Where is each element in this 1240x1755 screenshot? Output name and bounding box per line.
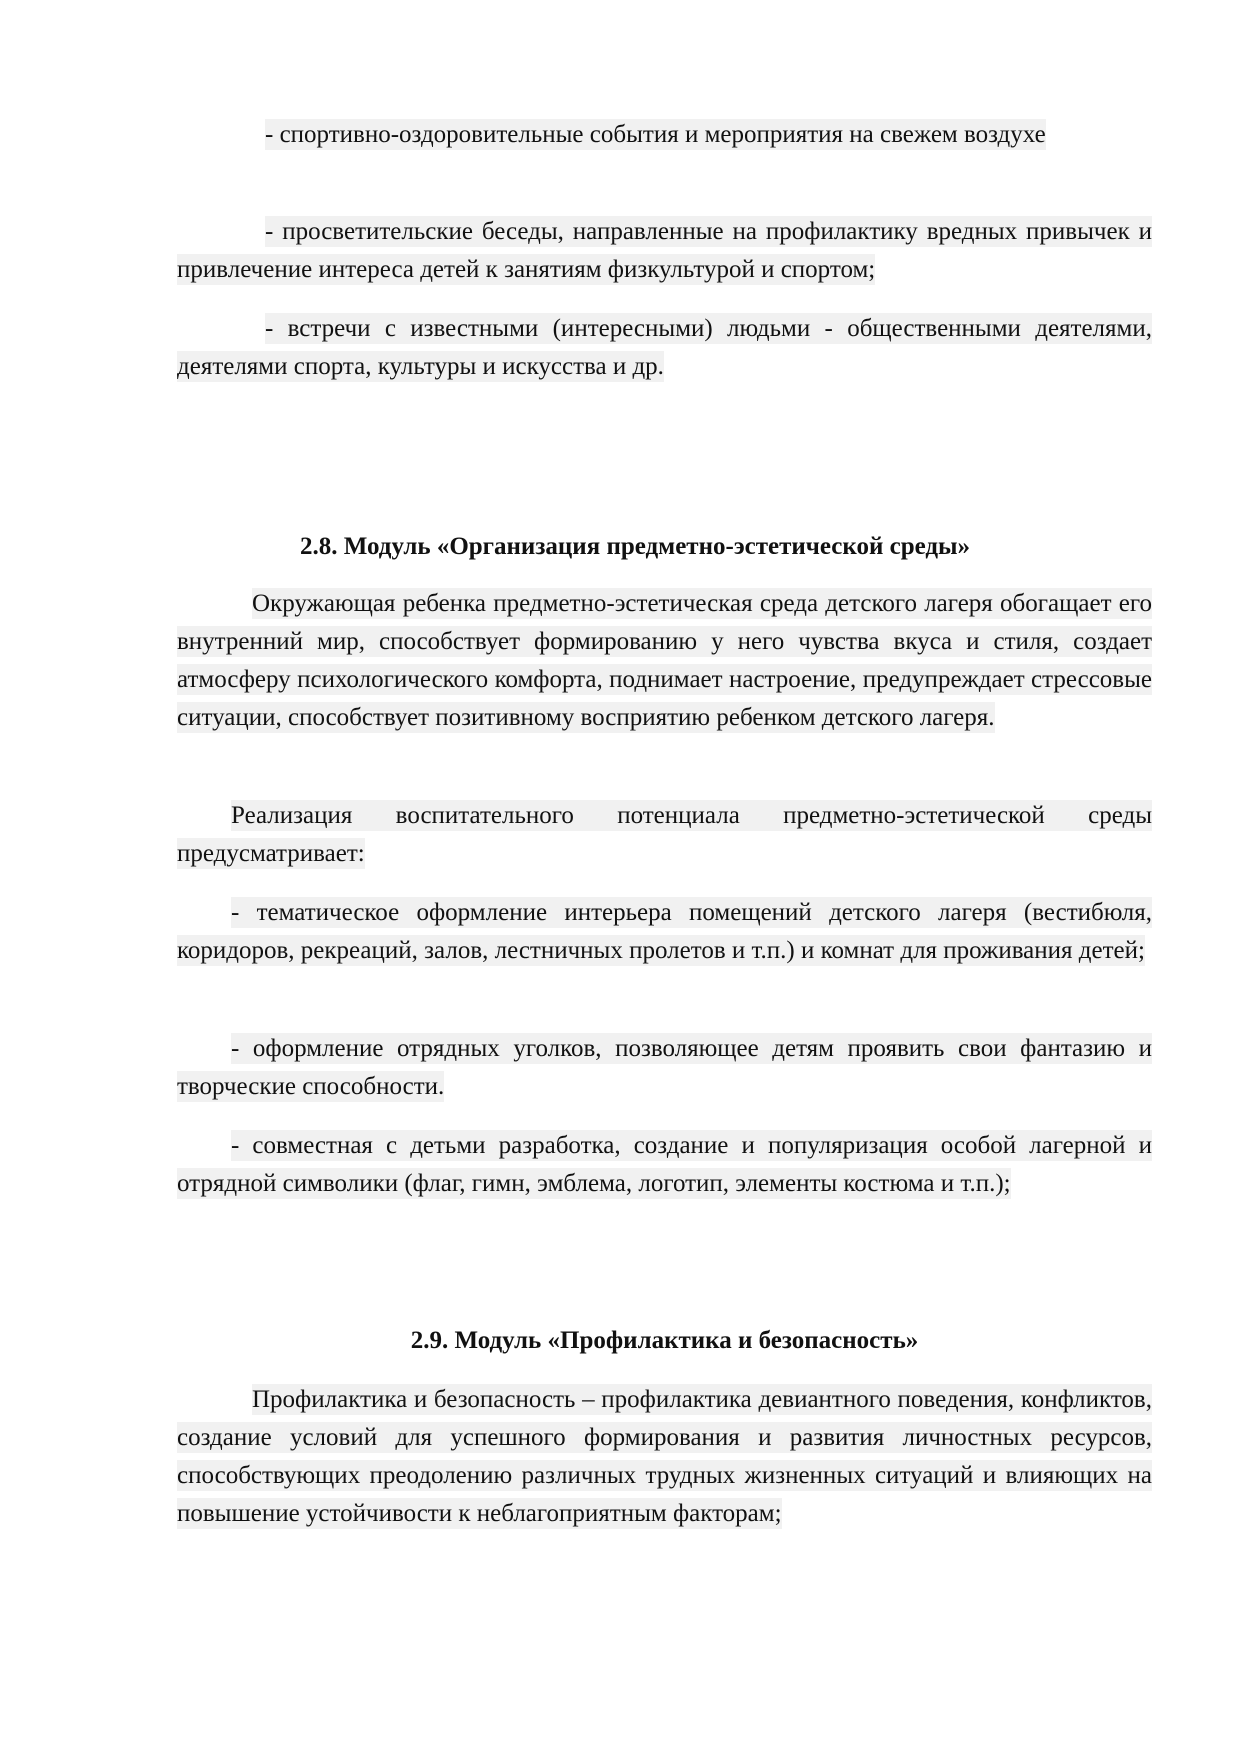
- paragraph-interior-design: [177, 894, 1152, 970]
- paragraph-prevention: [177, 1381, 1152, 1533]
- paragraph-sports-events: [177, 116, 1152, 154]
- paragraph-text: - спортивно-оздоровительные события и мероприятия на свежем воздухе: [265, 121, 1046, 148]
- paragraph-text: - тематическое оформление интерьера помещений детского лагеря (вестибюля, коридоров, рекреаций, залов, лестничных пролетов и т.п.) и комнат для проживания детей;: [177, 899, 1152, 964]
- paragraph-text: - оформление отрядных уголков, позволяющее детям проявить свои фантазию и творческие способности.: [177, 1035, 1152, 1100]
- paragraph-text: Окружающая ребенка предметно-эстетическая среда детского лагеря обогащает его внутренний мир, способствует формированию у него чувства вкуса и стиля, создает атмосферу психологического комфорта, поднимает настроение, предупреждает стрессовые ситуации, способствует позитивному восприятию ребенком детского лагеря.: [177, 590, 1152, 731]
- section-heading-2-9: [177, 1322, 1152, 1360]
- paragraph-educational-talks: [177, 213, 1152, 289]
- section-heading-2-8: [177, 528, 1152, 566]
- paragraph-symbols: [177, 1127, 1152, 1203]
- paragraph-meetings: [177, 310, 1152, 386]
- paragraph-text: - совместная с детьми разработка, создание и популяризация особой лагерной и отрядной символики (флаг, гимн, эмблема, логотип, элементы костюма и т.п.);: [177, 1132, 1152, 1197]
- paragraph-text: - встречи с известными (интересными) людьми - общественными деятелями, деятелями спорта, культуры и искусства и др.: [177, 315, 1152, 380]
- heading-text: 2.9. Модуль «Профилактика и безопасность»: [410, 1327, 919, 1354]
- paragraph-text: - просветительские беседы, направленные на профилактику вредных привычек и привлечение интереса детей к занятиям физкультурой и спортом;: [177, 218, 1152, 283]
- paragraph-implementation: [177, 797, 1152, 873]
- paragraph-text: Профилактика и безопасность – профилактика девиантного поведения, конфликтов, создание условий для успешного формирования и развития личностных ресурсов, способствующих преодолению различных трудных жизненных ситуаций и влияющих на повышение устойчивости к неблагоприятным факторам;: [177, 1386, 1152, 1527]
- paragraph-squad-corners: [177, 1030, 1152, 1106]
- paragraph-text: Реализация воспитательного потенциала предметно-эстетической среды предусматривает:: [177, 802, 1152, 867]
- heading-text: 2.8. Модуль «Организация предметно-эстетической среды»: [300, 533, 971, 560]
- paragraph-environment-intro: [177, 585, 1152, 737]
